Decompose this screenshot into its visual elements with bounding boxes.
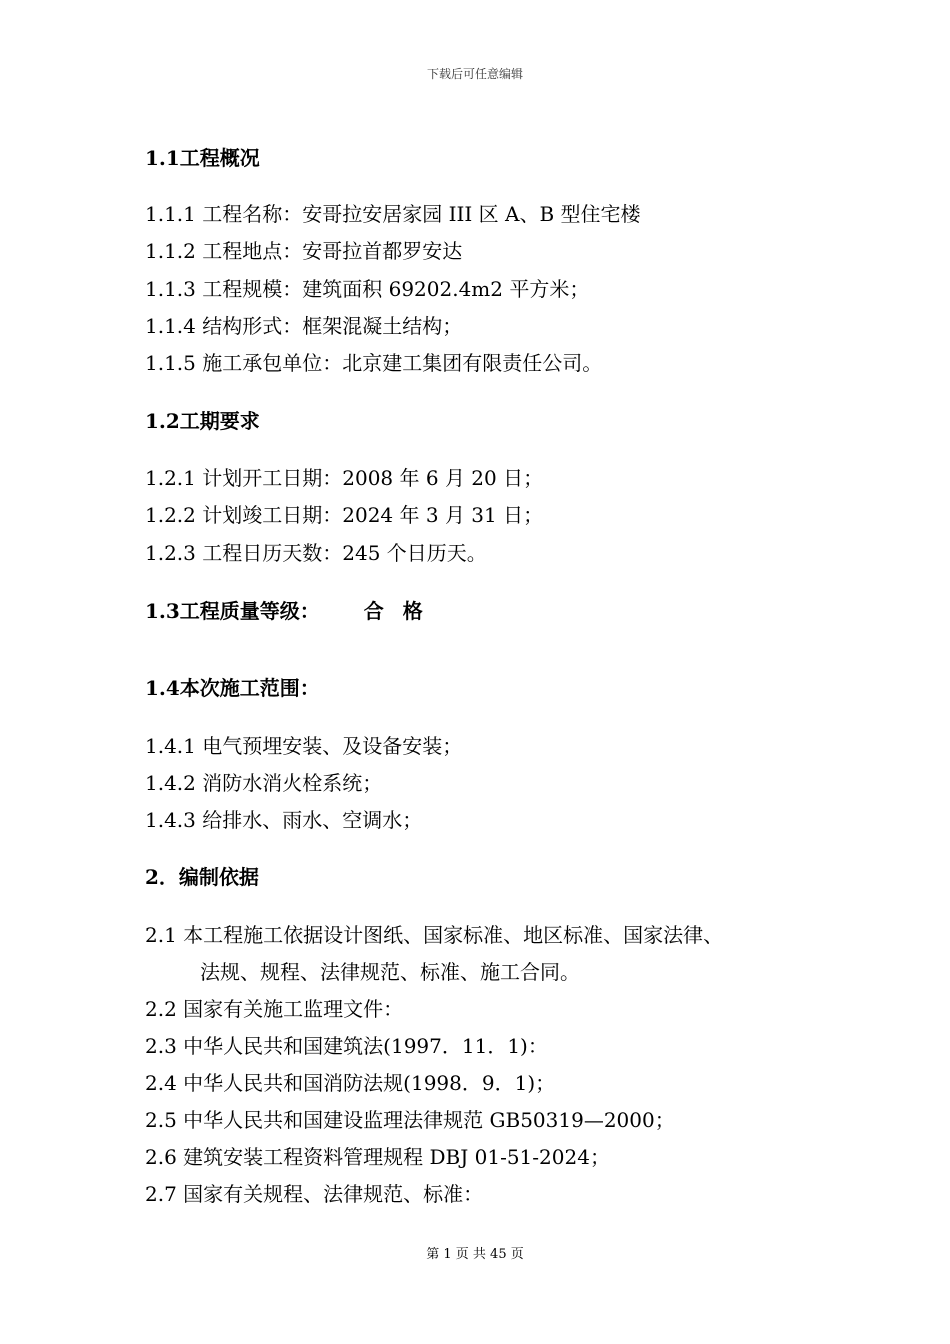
list-item: 2.4 中华人民共和国消防法规(1998．9．1)；	[145, 1071, 556, 1095]
list-item: 1.1.5 施工承包单位：北京建工集团有限责任公司。	[145, 351, 603, 375]
page-header: 下载后可任意编辑	[426, 67, 523, 81]
section-heading-1-1: 1.1工程概况	[145, 146, 260, 170]
list-item: 2.2 国家有关施工监理文件：	[145, 997, 404, 1021]
list-item: 2.3 中华人民共和国建筑法(1997．11．1)：	[145, 1034, 548, 1058]
list-item: 1.1.2 工程地点：安哥拉首都罗安达	[145, 239, 463, 263]
list-item: 2.6 建筑安装工程资料管理规程 DBJ 01-51-2024；	[145, 1145, 610, 1169]
list-item: 1.4.3 给排水、雨水、空调水；	[145, 808, 423, 832]
list-item: 1.1.1 工程名称：安哥拉安居家园 III 区 A、B 型住宅楼	[145, 202, 641, 226]
quality-grade-label: 1.3工程质量等级：	[145, 599, 320, 623]
section-heading-1-4: 1.4本次施工范围：	[145, 676, 320, 700]
list-item: 1.4.1 电气预埋安装、及设备安装；	[145, 734, 463, 758]
list-item-continuation: 法规、规程、法律规范、标准、施工合同。	[200, 960, 580, 984]
page-footer: 第 1 页 共 45 页	[426, 1247, 524, 1262]
section-heading-2: 2．编制依据	[145, 865, 259, 889]
list-item: 1.2.2 计划竣工日期：2024 年 3 月 31 日；	[145, 503, 544, 527]
list-item: 1.1.3 工程规模：建筑面积 69202.4m2 平方米；	[145, 277, 590, 301]
list-item: 2.5 中华人民共和国建设监理法律规范 GB50319—2000；	[145, 1108, 675, 1132]
list-item: 2.1 本工程施工依据设计图纸、国家标准、地区标准、国家法律、	[145, 923, 724, 947]
quality-grade-value: 合 格	[363, 599, 429, 623]
section-heading-1-3	[145, 598, 429, 624]
list-item: 1.2.3 工程日历天数：245 个日历天。	[145, 541, 487, 565]
list-item: 1.2.1 计划开工日期：2008 年 6 月 20 日；	[145, 466, 544, 490]
list-item: 1.1.4 结构形式：框架混凝土结构；	[145, 314, 463, 338]
list-item: 1.4.2 消防水消火栓系统；	[145, 771, 383, 795]
list-item: 2.7 国家有关规程、法律规范、标准：	[145, 1182, 484, 1206]
section-heading-1-2: 1.2工期要求	[145, 409, 260, 433]
